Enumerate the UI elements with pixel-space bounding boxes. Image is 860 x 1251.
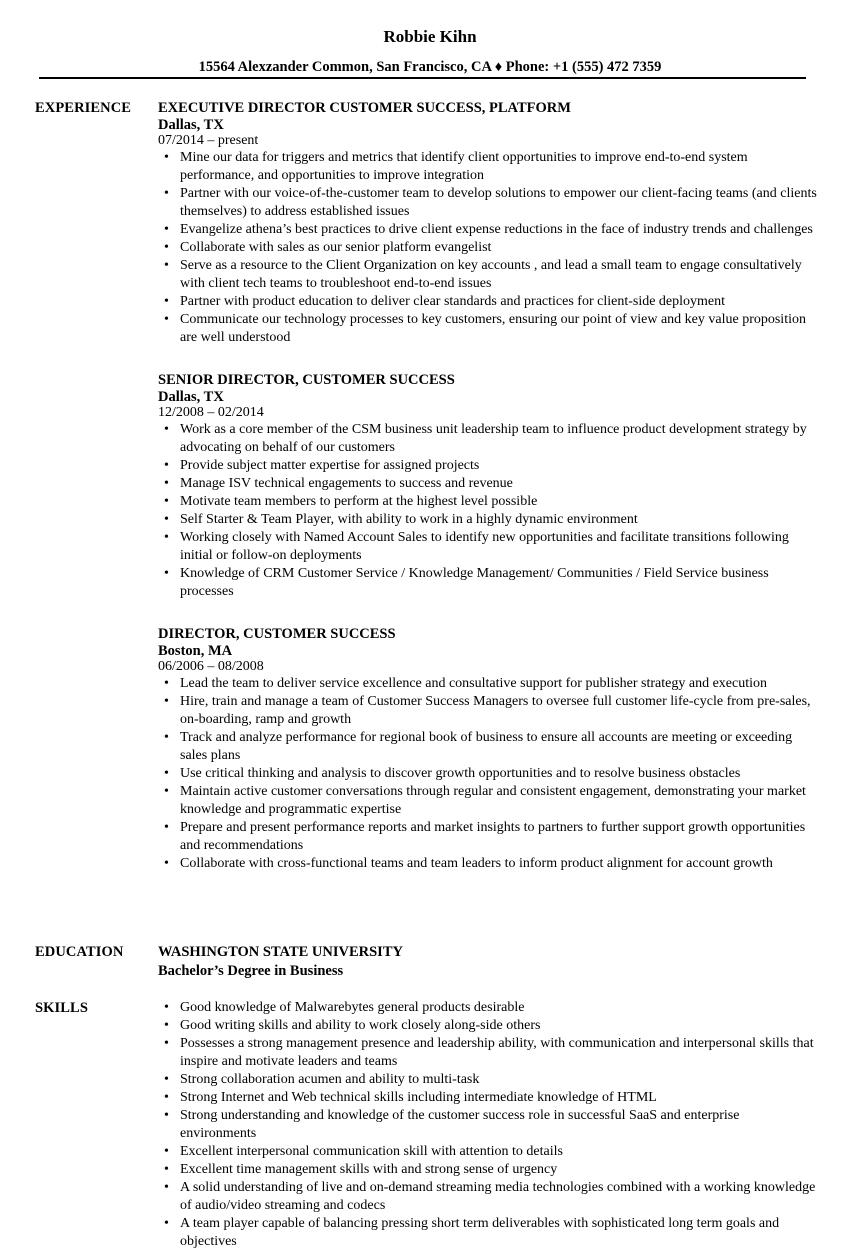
list-item: • Maintain active customer conversations through regular and consistent engagement, demonstrating your market knowledge and programmatic expertise [158, 783, 818, 819]
job-dates: 12/2008 – 02/2014 [158, 405, 264, 420]
list-item: • Motivate team members to perform at the highest level possible [158, 493, 818, 511]
job-location: Boston, MA [158, 643, 233, 659]
list-item: • Excellent time management skills with and strong sense of urgency [158, 1161, 818, 1179]
list-item: • A team player capable of balancing pressing short term deliverables with sophisticated long term goals and objectives [158, 1215, 818, 1251]
list-item: • Excellent interpersonal communication skill with attention to details [158, 1143, 818, 1161]
school-name: WASHINGTON STATE UNIVERSITY [158, 944, 403, 960]
job-title: EXECUTIVE DIRECTOR CUSTOMER SUCCESS, PLATFORM [158, 100, 571, 116]
list-item: • Partner with product education to deliver clear standards and practices for client-side deployment [158, 293, 818, 311]
list-item: • Partner with our voice-of-the-customer team to develop solutions to empower our client-facing teams (and clients themselves) to address established issues [158, 185, 818, 221]
experience-list [158, 99, 818, 897]
list-item: • Good writing skills and ability to work closely along-side others [158, 1017, 818, 1035]
list-item: • Strong collaboration acumen and ability to multi-task [158, 1071, 818, 1089]
list-item: • Self Starter & Team Player, with ability to work in a highly dynamic environment [158, 511, 818, 529]
job-title: DIRECTOR, CUSTOMER SUCCESS [158, 626, 396, 642]
list-item: • Prepare and present performance reports and market insights to partners to further support growth opportunities and recommendations [158, 819, 818, 855]
education-label: EDUCATION [35, 944, 124, 960]
list-item: • Collaborate with sales as our senior platform evangelist [158, 239, 818, 257]
candidate-name: Robbie Kihn [383, 27, 477, 46]
list-item: • Strong understanding and knowledge of the customer success role in successful SaaS and enterprise environments [158, 1107, 818, 1143]
skills-label: SKILLS [35, 1000, 88, 1016]
job-title: SENIOR DIRECTOR, CUSTOMER SUCCESS [158, 372, 455, 388]
header-divider [39, 77, 806, 79]
list-item: • Collaborate with cross-functional teams and team leaders to inform product alignment for account growth [158, 855, 818, 873]
job-dates: 07/2014 – present [158, 133, 259, 148]
list-item: • Communicate our technology processes to key customers, ensuring our point of view and key value proposition are well understood [158, 311, 818, 347]
list-item: • Good knowledge of Malwarebytes general products desirable [158, 999, 818, 1017]
list-item: • Hire, train and manage a team of Customer Success Managers to oversee full customer life-cycle from pre-sales, on-boarding, ramp and growth [158, 693, 818, 729]
job-entry [158, 99, 818, 347]
list-item: • Knowledge of CRM Customer Service / Knowledge Management/ Communities / Field Service business processes [158, 565, 818, 601]
list-item: • Work as a core member of the CSM business unit leadership team to influence product development strategy by advocating on behalf of our customers [158, 421, 818, 457]
list-item: • Working closely with Named Account Sales to identify new opportunities and facilitate transitions following initial or follow-on deployments [158, 529, 818, 565]
contact-line: 15564 Alexzander Common, San Francisco, CA ♦ Phone: +1 (555) 472 7359 [198, 59, 662, 75]
list-item: • Track and analyze performance for regional book of business to ensure all accounts are meeting or exceeding sales plans [158, 729, 818, 765]
experience-label: EXPERIENCE [35, 100, 132, 116]
list-item: • Evangelize athena’s best practices to drive client expense reductions in the face of industry trends and challenges [158, 221, 818, 239]
list-item: • A solid understanding of live and on-demand streaming media technologies combined with a working knowledge of audio/video streaming and codecs [158, 1179, 818, 1215]
list-item: • Possesses a strong management presence and leadership ability, with communication and interpersonal skills that inspire and motivate leaders and teams [158, 1035, 818, 1071]
list-item: • Strong Internet and Web technical skills including intermediate knowledge of HTML [158, 1089, 818, 1107]
job-location: Dallas, TX [158, 389, 224, 405]
degree: Bachelor’s Degree in Business [158, 963, 344, 979]
list-item: • Manage ISV technical engagements to success and revenue [158, 475, 818, 493]
job-bullets [158, 421, 818, 601]
list-item: • Provide subject matter expertise for assigned projects [158, 457, 818, 475]
list-item: • Use critical thinking and analysis to discover growth opportunities and to resolve business obstacles [158, 765, 818, 783]
education-entry [158, 943, 818, 981]
list-item: • Lead the team to deliver service excellence and consultative support for publisher strategy and execution [158, 675, 818, 693]
job-bullets [158, 149, 818, 347]
skills-list-wrap [158, 999, 818, 1251]
job-dates: 06/2006 – 08/2008 [158, 659, 264, 674]
job-bullets [158, 675, 818, 873]
list-item: • Mine our data for triggers and metrics that identify client opportunities to improve end-to-end system performance, and opportunities to improve integration [158, 149, 818, 185]
job-entry [158, 371, 818, 601]
job-location: Dallas, TX [158, 117, 224, 133]
skills-list [158, 999, 818, 1251]
job-entry [158, 625, 818, 873]
list-item: • Serve as a resource to the Client Organization on key accounts , and lead a small team to engage consultatively with client tech teams to troubleshoot end-to-end issues [158, 257, 818, 293]
